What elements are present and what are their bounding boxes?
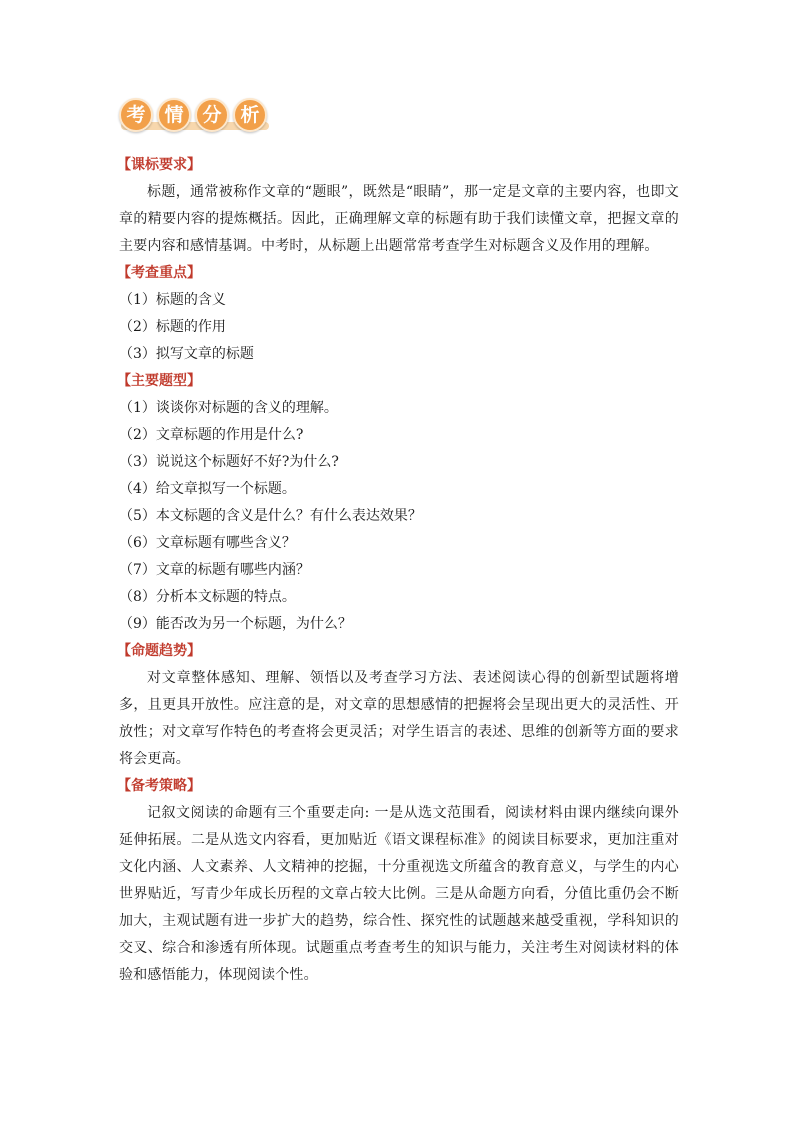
list-item: （7）文章的标题有哪些内涵？ xyxy=(119,562,310,578)
list-item: （2）标题的作用 xyxy=(119,319,226,335)
list-item: （1）标题的含义 xyxy=(119,292,226,308)
list-item: （9）能否改为另一个标题，为什么？ xyxy=(119,616,352,632)
list-item: （3）拟写文章的标题 xyxy=(119,346,254,362)
paragraph-strategy: 记叙文阅读的命题有三个重要走向: 一是从选文范围看，阅读材料由课内继续向课外延伸拓展。二是从选文内容看，更加贴近《语文课程标准》的阅读目标要求，更加注重对文化内涵、人文素养、人文精神的挖掘，十分重视选文所蕴含的教育意义，与学生的内心世界贴近，写青少年成长历程的文章占较大比例。三是从命题方向看，分值比重仍会不断加大，主观试题有进一步扩大的趋势，综合性、探究性的试题越来越受重视，学科知识的交叉、综合和渗透有所体现。试题重点考查考生的知识与能力，关注考生对阅读材料的体验和感悟能力，体现阅读个性。 xyxy=(119,805,679,983)
heading-strategy: 【备考策略】 xyxy=(117,778,201,794)
document-page xyxy=(119,96,679,989)
banner-char-2: 情 xyxy=(157,98,191,132)
heading-trends: 【命题趋势】 xyxy=(117,643,201,659)
list-item: （2）文章标题的作用是什么? xyxy=(119,427,304,443)
banner-char-4: 析 xyxy=(233,98,267,132)
list-item: （3）说说这个标题好不好?为什么? xyxy=(119,454,339,470)
banner-char-3: 分 xyxy=(195,98,229,132)
list-item: （8）分析本文标题的特点。 xyxy=(119,589,296,605)
heading-key-points: 【考查重点】 xyxy=(117,265,201,281)
banner-char-1: 考 xyxy=(119,98,153,132)
paragraph-curriculum-requirements: 标题，通常被称作文章的“题眼”，既然是“眼睛”，那一定是文章的主要内容，也即文章的精要内容的提炼概括。因此，正确理解文章的标题有助于我们读懂文章，把握文章的主要内容和感情基调。中考时，从标题上出题常常考查学生对标题含义及作用的理解。 xyxy=(119,184,679,254)
list-item: （4）给文章拟写一个标题。 xyxy=(119,481,296,497)
list-item: （6）文章标题有哪些含义？ xyxy=(119,535,296,551)
list-item: （5）本文标题的含义是什么？有什么表达效果？ xyxy=(119,508,422,524)
paragraph-trends: 对文章整体感知、理解、领悟以及考查学习方法、表述阅读心得的创新型试题将增多，且更具开放性。应注意的是，对文章的思想感情的把握将会呈现出更大的灵活性、开放性；对文章写作特色的考查将会更灵活；对学生语言的表述、思维的创新等方面的要求将会更高。 xyxy=(119,670,679,767)
heading-question-types: 【主要题型】 xyxy=(117,373,201,389)
list-item: （1）谈谈你对标题的含义的理解。 xyxy=(119,400,338,416)
section-banner xyxy=(119,96,279,142)
heading-curriculum-requirements: 【课标要求】 xyxy=(117,157,201,173)
